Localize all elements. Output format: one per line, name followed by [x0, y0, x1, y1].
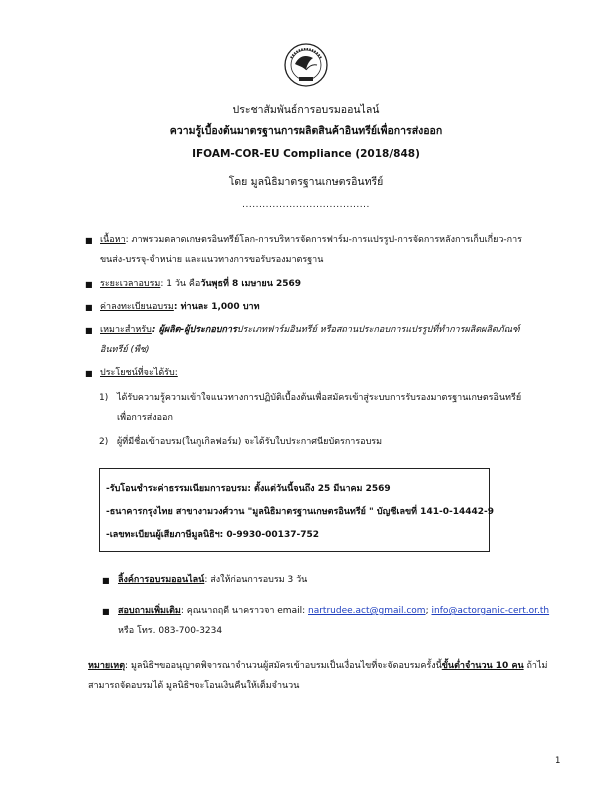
content-label: เนื้อหา — [100, 235, 126, 245]
benefit-1-line1: ได้รับความรู้ความเข้าใจแนวทางการปฏิบัติเบื้องต้นเพื่อสมัครเข้าสู่ระบบการรับรองมาตรฐานเกษตรอินทรีย์ — [117, 393, 522, 403]
remark-min-count: ขั้นต่ำจำนวน 10 คน — [441, 661, 524, 671]
audience-bold: : ผู้ผลิต-ผู้ประกอบการ — [151, 325, 237, 335]
dotted-divider: ...................................... — [242, 200, 370, 210]
phone-text: หรือ โทร. 083-700-3234 — [118, 626, 223, 636]
audience-line2: อินทรีย์ (พืช) — [100, 345, 150, 355]
email-link-1[interactable]: nartrudee.act@gmail.com — [308, 606, 426, 616]
page-number: 1 — [555, 756, 561, 766]
audience-item — [100, 320, 560, 360]
bullet-icon: ■ — [102, 607, 110, 616]
course-title: ความรู้เบื้องต้นมาตรฐานการผลิตสินค้าอินทรีย์เพื่อการส่งออก — [169, 125, 443, 137]
bullet-icon: ■ — [85, 326, 93, 335]
payment-info-box — [99, 468, 495, 552]
contact-text: : คุณนาถฤดี นาคราวจา email: — [180, 606, 308, 616]
duration-text: : 1 วัน คือ — [160, 279, 201, 289]
benefit-1-line2: เพื่อการส่งออก — [117, 413, 173, 423]
announcement-heading: ประชาสัมพันธ์การอบรมออนไลน์ — [232, 104, 380, 116]
benefit-2-text: ผู้ที่มีชื่อเข้าอบรม(ในกูเกิลฟอร์ม) จะได้รับใบประกาศนียบัตรการอบรม — [117, 437, 383, 447]
bullet-icon: ■ — [85, 369, 93, 378]
remark-label: หมายเหตุ — [88, 661, 126, 671]
fee-item — [100, 297, 560, 317]
fee-value: : ท่านละ 1,000 บาท — [173, 302, 260, 312]
benefit-2-number: 2) — [99, 437, 109, 447]
online-link-item — [118, 570, 558, 590]
organization-logo — [283, 42, 329, 88]
contact-label: สอบถามเพิ่มเติม — [118, 606, 181, 616]
course-subtitle: IFOAM-COR-EU Compliance (2018/848) — [192, 148, 420, 160]
benefit-1-number: 1) — [99, 393, 109, 403]
contact-item — [118, 601, 568, 641]
bullet-icon: ■ — [102, 576, 110, 585]
bullet-icon: ■ — [85, 303, 93, 312]
email-separator: ; — [425, 606, 432, 616]
remark — [88, 656, 558, 696]
audience-label: เหมาะสำหรับ — [100, 325, 152, 335]
bullet-icon: ■ — [85, 280, 93, 289]
bullet-icon: ■ — [85, 236, 93, 245]
duration-item — [100, 274, 560, 294]
remark-text: : มูลนิธิฯขออนุญาตพิจารณาจำนวนผู้สมัครเข้าอบรมเป็นเงื่อนไขที่จะจัดอบรมครั้งนี้ — [125, 661, 442, 671]
fee-label: ค่าลงทะเบียนอบรม — [100, 302, 174, 312]
benefit-1-text — [117, 388, 557, 428]
duration-date: วันพุธที่ 8 เมษายน 2569 — [200, 279, 302, 289]
remark-text-2: ถ้าไม่สามารถจัดอบรมได้ มูลนิธิฯจะโอนเงินคืนให้เต็มจำนวน — [88, 661, 548, 691]
content-line1: : ภาพรวมตลาดเกษตรอินทรีย์โลก-การบริหารจัดการฟาร์ม-การแปรรูป-การจัดการหลังการเก็บเกี่ยว-การ — [125, 235, 523, 245]
content-line2: ขนส่ง-บรรจุ-จำหน่าย และแนวทางการขอรับรองมาตรฐาน — [100, 255, 324, 265]
payment-period: -รับโอนชำระค่าธรรมเนียมการอบรม: ตั้งแต่วันนี้จนถึง 25 มีนาคม 2569 — [106, 484, 391, 494]
benefits-label: ประโยชน์ที่จะได้รับ: — [100, 368, 178, 378]
benefits-item — [100, 363, 560, 383]
email-link-2[interactable]: info@actorganic-cert.or.th — [431, 606, 550, 616]
duration-label: ระยะเวลาอบรม — [100, 279, 161, 289]
tax-id: -เลขทะเบียนผู้เสียภาษีมูลนิธิฯ: 0-9930-00137-752 — [106, 530, 319, 540]
content-item — [100, 230, 560, 270]
online-link-label: ลิ้งค์การอบรมออนไลน์ — [118, 575, 205, 585]
online-link-text: : ส่งให้ก่อนการอบรม 3 วัน — [204, 575, 308, 585]
organizer-line: โดย มูลนิธิมาตรฐานเกษตรอินทรีย์ — [228, 176, 384, 188]
audience-line1: ประเภทฟาร์มอินทรีย์ หรือสถานประกอบการแปรรูปที่ทำการผลิตผลิตภัณฑ์ — [236, 325, 520, 335]
bank-account: -ธนาคารกรุงไทย สาขางามวงศ์วาน "มูลนิธิมาตรฐานเกษตรอินทรีย์ " บัญชีเลขที่ 141-0-14442-9 — [106, 507, 495, 517]
